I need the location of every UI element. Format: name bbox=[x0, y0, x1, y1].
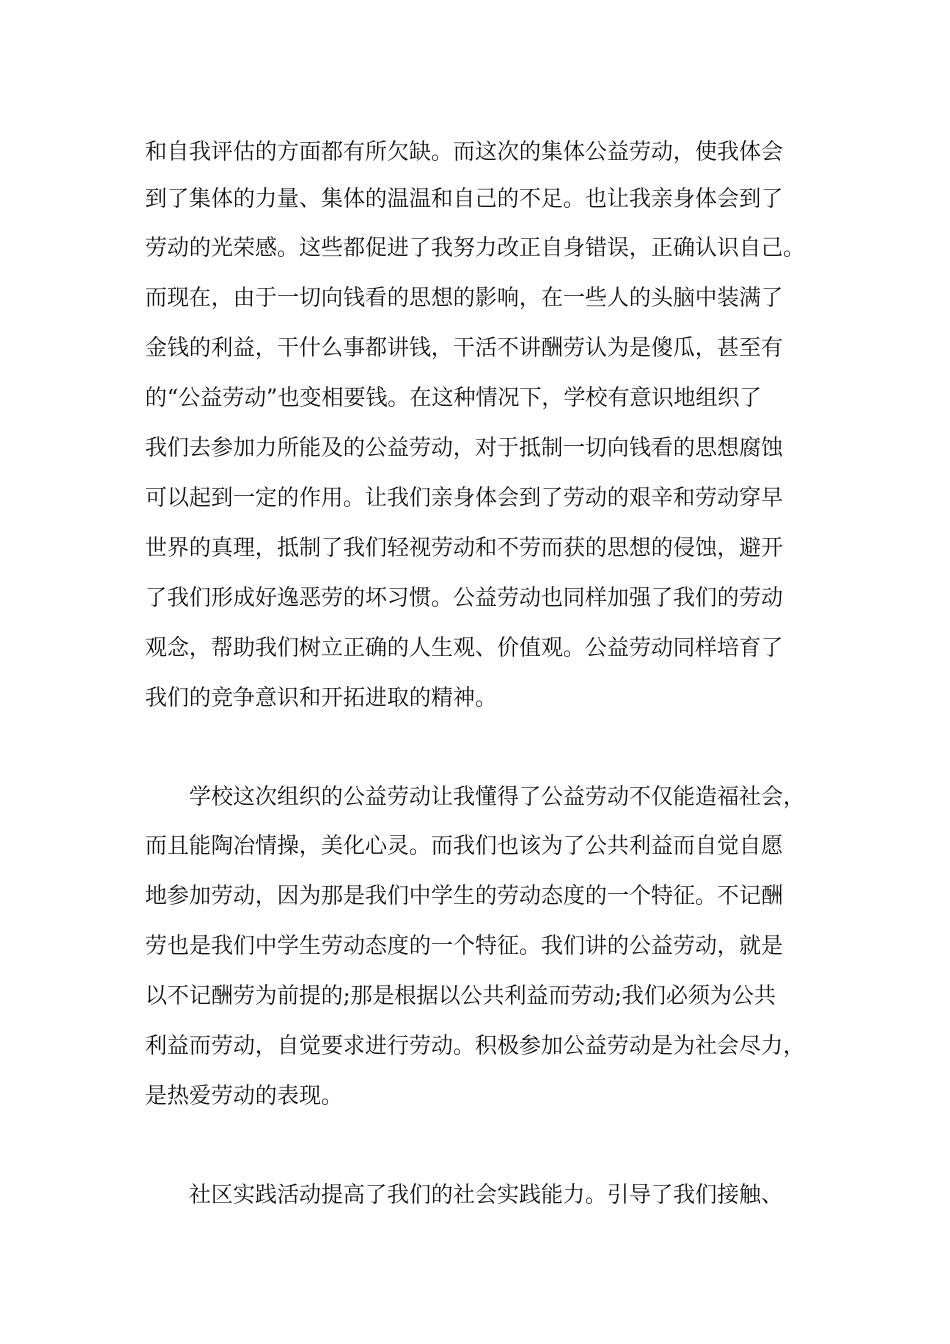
text-line: 劳也是我们中学生劳动态度的一个特征。我们讲的公益劳动，就是 bbox=[145, 934, 784, 959]
text-line: 了我们形成好逸恶劳的坏习惯。公益劳动也同样加强了我们的劳动 bbox=[145, 586, 784, 611]
text-line: 的“公益劳动”也变相要钱。在这种情况下，学校有意识地组织了 bbox=[145, 386, 762, 411]
text-line: 地参加劳动，因为那是我们中学生的劳动态度的一个特征。不记酬 bbox=[145, 884, 784, 909]
text-line: 而且能陶冶情操，美化心灵。而我们也该为了公共利益而自觉自愿 bbox=[145, 834, 784, 859]
text-line: 我们的竞争意识和开拓进取的精神。 bbox=[145, 686, 498, 711]
text-line: 和自我评估的方面都有所欠缺。而这次的集体公益劳动，使我体会 bbox=[145, 140, 784, 165]
text-line: 利益而劳动，自觉要求进行劳动。积极参加公益劳动是为社会尽力， bbox=[145, 1034, 806, 1059]
text-line: 可以起到一定的作用。让我们亲身体会到了劳动的艰辛和劳动穿早 bbox=[145, 486, 784, 511]
text-line: 世界的真理，抵制了我们轻视劳动和不劳而获的思想的侵蚀，避开 bbox=[145, 536, 784, 561]
text-line: 是热爱劳动的表现。 bbox=[145, 1084, 344, 1109]
text-line: 金钱的利益，干什么事都讲钱，干活不讲酬劳认为是傻瓜，甚至有 bbox=[145, 336, 784, 361]
text-line: 而现在，由于一切向钱看的思想的影响，在一些人的头脑中装满了 bbox=[145, 286, 784, 311]
text-line: 社区实践活动提高了我们的社会实践能力。引导了我们接触、 bbox=[189, 1183, 784, 1208]
text-line: 以不记酬劳为前提的;那是根据以公共利益而劳动;我们必须为公共 bbox=[145, 984, 776, 1009]
text-line: 我们去参加力所能及的公益劳动，对于抵制一切向钱看的思想腐蚀 bbox=[145, 436, 784, 461]
text-line: 劳动的光荣感。这些都促进了我努力改正自身错误，正确认识自己。 bbox=[145, 236, 806, 261]
text-line: 到了集体的力量、集体的温温和自己的不足。也让我亲身体会到了 bbox=[145, 187, 784, 212]
text-line: 学校这次组织的公益劳动让我懂得了公益劳动不仅能造福社会， bbox=[189, 785, 806, 810]
text-line: 观念，帮助我们树立正确的人生观、价值观。公益劳动同样培育了 bbox=[145, 636, 784, 661]
